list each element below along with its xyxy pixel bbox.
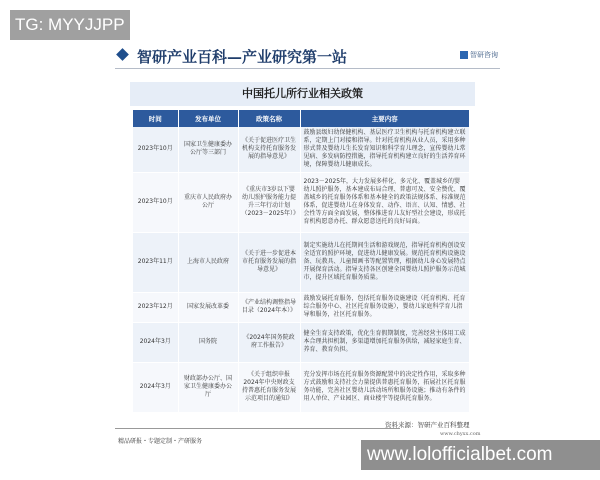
column-header: 政策名称	[238, 110, 300, 127]
table-row	[133, 232, 470, 292]
source-note: 资料来源：智研产业百科整理	[385, 421, 470, 429]
cell-content: 健全生育支持政策，优化生育假期制度，完善经营主体用工成本合理共担机制，多渠道增加托育服务供给，减轻家庭生育、养育、教育负担。	[300, 322, 470, 362]
table-row	[133, 322, 470, 362]
policy-table	[133, 110, 470, 413]
watermark-overlay-bottom: www.lolofficialbet.com	[361, 440, 600, 470]
cell-policy: 《产业结构调整指导目录（2024年本）》	[238, 292, 300, 322]
cell-issuer: 财政部办公厅、国家卫生健康委办公厅	[178, 362, 238, 412]
cell-issuer: 国务院	[178, 322, 238, 362]
cell-content: 鼓励发展托育服务，包括托育服务设施建设（托育机构、托育综合服务中心、社区托育服务设施），婴幼儿家庭科学育儿指导和服务，社区托育服务。	[300, 292, 470, 322]
cell-time: 2024年3月	[133, 362, 178, 412]
cell-time: 2023年10月	[133, 127, 178, 172]
cell-policy: 《关于促进医疗卫生机构支持托育服务发展的指导意见》	[238, 127, 300, 172]
cell-issuer: 重庆市人民政府办公厅	[178, 172, 238, 232]
page-header	[115, 44, 500, 69]
cell-policy: 《关于组织申报2024年中央财政支持普惠托育服务发展示范项目的通知》	[238, 362, 300, 412]
logo-text: 智研咨询	[470, 51, 498, 59]
cell-time: 2024年3月	[133, 322, 178, 362]
footer-slogan: 精品研报・专题定制・产研服务	[118, 438, 203, 445]
cell-time: 2023年10月	[133, 172, 178, 232]
brand-logo	[460, 50, 498, 60]
table-row	[133, 292, 470, 322]
column-header: 时间	[133, 110, 178, 127]
cell-issuer: 国家发展改革委	[178, 292, 238, 322]
header-title: 智研产业百科—产业研究第一站	[137, 48, 348, 66]
footer-divider	[115, 428, 400, 429]
table-row	[133, 172, 470, 232]
cell-policy: 《关于进一步促进本市托育服务发展的指导意见》	[238, 232, 300, 292]
cell-time: 2023年12月	[133, 292, 178, 322]
table-row	[133, 362, 470, 412]
cell-issuer: 国家卫生健康委办公厅等三部门	[178, 127, 238, 172]
cell-policy: 《2024年国务院政府工作报告》	[238, 322, 300, 362]
diamond-icon	[116, 48, 129, 61]
logo-icon	[460, 51, 468, 59]
cell-time: 2023年11月	[133, 232, 178, 292]
column-header: 发布单位	[178, 110, 238, 127]
table-row	[133, 127, 470, 172]
column-header: 主要内容	[300, 110, 470, 127]
source-url: www.chyxx.com	[440, 431, 481, 437]
watermark-overlay-top: TG: MYYJJPP	[10, 10, 130, 40]
cell-content: 制定实施幼儿在托期间生活和游戏规范，指导托育机构创设安全适宜的照护环境，促进幼儿健康发展。规范托育机构设施设备、玩教具、儿童图画书等配置管理，根据幼儿身心发展特点开展保育活动。指导支持各区创建全国婴幼儿照护服务示范城市，提升区域托育服务质量。	[300, 232, 470, 292]
table-title: 中国托儿所行业相关政策	[130, 82, 475, 106]
cell-content: 充分发挥市场在托育服务资源配置中的决定性作用，采取多种方式鼓励和支持社会力量提供普惠托育服务，拓展社区托育服务功能，完善社区婴幼儿活动场所和服务设施；推动有条件的用人单位、产业园区、商业楼宇等提供托育服务。	[300, 362, 470, 412]
cell-issuer: 上海市人民政府	[178, 232, 238, 292]
cell-policy: 《重庆市3岁以下婴幼儿照护服务能力提升三年行动计划（2023－2025年）》	[238, 172, 300, 232]
cell-content: 鼓励县级妇幼保健机构、基层医疗卫生机构与托育机构建立联系，定期上门对接和指导。针对托育机构从业人员，采用多种形式普及婴幼儿生长发育知识和科学育儿理念，宣传婴幼儿常见病、多发病防控措施，指导托育机构建立良好的生活养育环境，保障婴幼儿健康成长。	[300, 127, 470, 172]
cell-content: 2023－2025年，大力发展多样化、多元化、覆盖城乡的婴幼儿照护服务，基本建成布局合理、普惠可及、安全赞优、覆盖城乡的托育服务体系和基本健全的政策法规体系、标准规范体系，促进婴幼儿在身体发育、动作、语言、认知、情感、社会性等方面全面发展，整体推进育儿友好型社会建设，形成托育机构愿意办托、群众愿意送托的良好局面。	[300, 172, 470, 232]
